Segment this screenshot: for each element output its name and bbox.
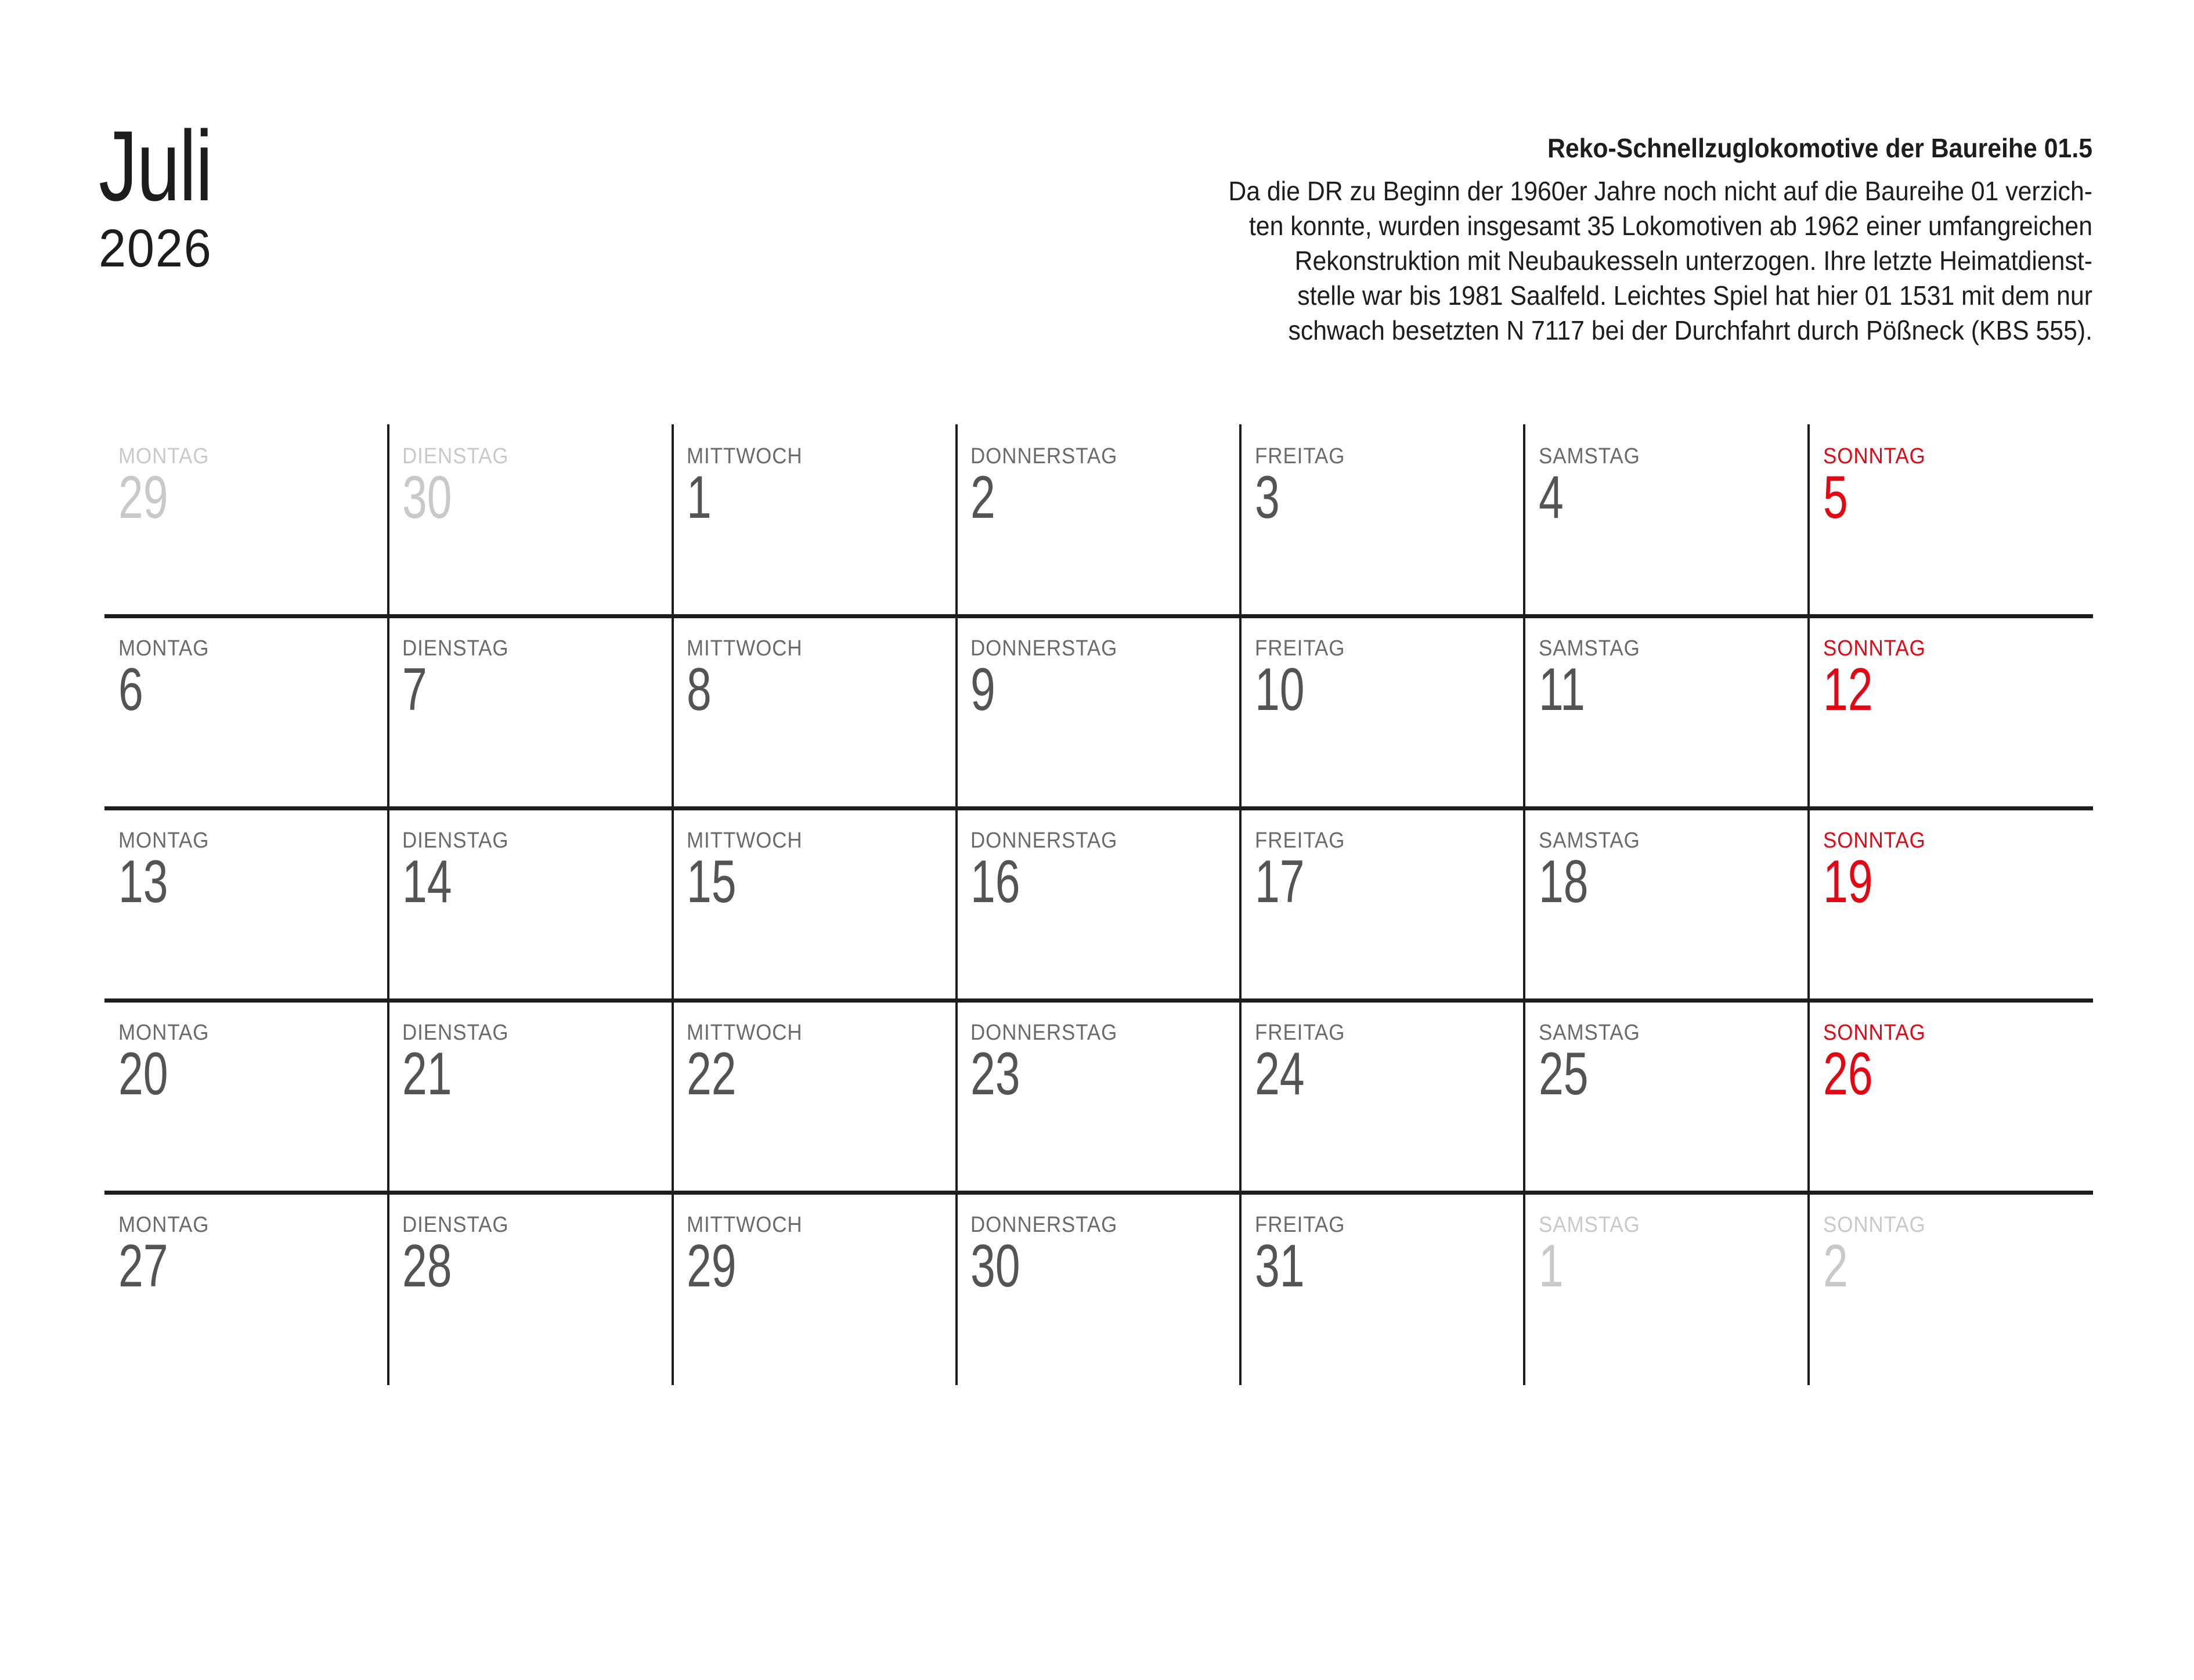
weekday-label: DONNERSTAG bbox=[970, 1021, 1118, 1045]
weekday-label: FREITAG bbox=[1254, 636, 1345, 661]
weekday-label: FREITAG bbox=[1254, 1213, 1345, 1237]
day-number: 27 bbox=[118, 1232, 168, 1300]
day-cell bbox=[673, 809, 957, 1001]
day-number: 19 bbox=[1823, 848, 1873, 915]
weekday-label: SONNTAG bbox=[1823, 444, 1926, 468]
day-number: 28 bbox=[402, 1232, 453, 1300]
weekday-label: FREITAG bbox=[1254, 1021, 1345, 1045]
weekday-label: MONTAG bbox=[118, 444, 210, 468]
day-number: 20 bbox=[118, 1040, 168, 1108]
weekday-label: SAMSTAG bbox=[1539, 636, 1640, 661]
year-title: 2026 bbox=[99, 219, 212, 278]
day-cell bbox=[1241, 809, 1525, 1001]
day-cell bbox=[957, 1193, 1240, 1385]
day-number: 11 bbox=[1539, 655, 1586, 723]
day-cell bbox=[104, 1193, 388, 1385]
weekday-label: MONTAG bbox=[118, 1021, 210, 1045]
day-cell bbox=[1809, 1001, 2093, 1193]
day-cell bbox=[1809, 809, 2093, 1001]
day-number: 5 bbox=[1823, 463, 1848, 531]
day-cell bbox=[1241, 617, 1525, 809]
day-cell bbox=[1241, 1193, 1525, 1385]
day-cell bbox=[673, 617, 957, 809]
weekday-label: DIENSTAG bbox=[402, 636, 509, 661]
month-title: Juli bbox=[99, 110, 212, 222]
day-cell bbox=[1809, 617, 2093, 809]
day-cell bbox=[104, 617, 388, 809]
day-cell bbox=[957, 1001, 1240, 1193]
day-number: 14 bbox=[402, 848, 453, 915]
weekday-label: DIENSTAG bbox=[402, 444, 509, 468]
page-title bbox=[99, 110, 244, 278]
day-cell bbox=[673, 1001, 957, 1193]
day-cell bbox=[673, 1193, 957, 1385]
day-number: 25 bbox=[1539, 1040, 1589, 1108]
day-number: 26 bbox=[1823, 1040, 1873, 1108]
weekday-label: SAMSTAG bbox=[1539, 828, 1640, 853]
caption-line: Da die DR zu Beginn der 1960er Jahre noch nicht auf die Baureihe 01 verzich- bbox=[1228, 176, 2092, 207]
weekday-label: DONNERSTAG bbox=[970, 636, 1118, 661]
day-cell bbox=[1525, 424, 1809, 617]
caption-line: stelle war bis 1981 Saalfeld. Leichtes Spiel hat hier 01 1531 mit dem nur bbox=[1297, 280, 2092, 311]
day-cell bbox=[1809, 1193, 2093, 1385]
day-cell bbox=[1809, 424, 2093, 617]
day-cell bbox=[673, 424, 957, 617]
weekday-label: DIENSTAG bbox=[402, 1213, 509, 1237]
day-cell bbox=[1525, 1193, 1809, 1385]
weekday-label: MONTAG bbox=[118, 828, 210, 853]
day-cell bbox=[388, 1001, 672, 1193]
weekday-label: DONNERSTAG bbox=[970, 828, 1118, 853]
weekday-label: FREITAG bbox=[1254, 444, 1345, 468]
day-number: 16 bbox=[970, 848, 1020, 915]
day-cell bbox=[388, 809, 672, 1001]
day-cell bbox=[957, 617, 1240, 809]
photo-caption bbox=[1040, 132, 2093, 348]
day-cell bbox=[388, 617, 672, 809]
weekday-label: DONNERSTAG bbox=[970, 1213, 1118, 1237]
weekday-label: DIENSTAG bbox=[402, 828, 509, 853]
caption-title: Reko-Schnellzuglokomotive der Baureihe 01.5 bbox=[1547, 133, 2092, 163]
day-number: 22 bbox=[686, 1040, 737, 1108]
weekday-label: SONNTAG bbox=[1823, 1021, 1926, 1045]
day-cell bbox=[957, 809, 1240, 1001]
day-cell bbox=[1241, 424, 1525, 617]
weekday-label: DIENSTAG bbox=[402, 1021, 509, 1045]
day-number: 4 bbox=[1539, 463, 1564, 531]
day-number: 6 bbox=[118, 655, 143, 723]
calendar-grid bbox=[104, 424, 2093, 1385]
day-number: 18 bbox=[1539, 848, 1589, 915]
day-number: 29 bbox=[686, 1232, 737, 1300]
day-cell bbox=[388, 424, 672, 617]
day-number: 7 bbox=[402, 655, 428, 723]
day-number: 24 bbox=[1254, 1040, 1305, 1108]
weekday-label: SONNTAG bbox=[1823, 828, 1926, 853]
day-cell bbox=[957, 424, 1240, 617]
weekday-label: SONNTAG bbox=[1823, 1213, 1926, 1237]
day-number: 10 bbox=[1254, 655, 1305, 723]
weekday-label: MITTWOCH bbox=[686, 1021, 803, 1045]
caption-line: ten konnte, wurden insgesamt 35 Lokomotiven ab 1962 einer umfangreichen bbox=[1248, 211, 2092, 241]
day-number: 23 bbox=[970, 1040, 1020, 1108]
day-number: 1 bbox=[1539, 1232, 1564, 1300]
day-cell bbox=[1525, 809, 1809, 1001]
weekday-label: MONTAG bbox=[118, 1213, 210, 1237]
day-number: 13 bbox=[118, 848, 168, 915]
weekday-label: MONTAG bbox=[118, 636, 210, 661]
day-number: 30 bbox=[402, 463, 453, 531]
day-number: 1 bbox=[686, 463, 712, 531]
caption-line: Rekonstruktion mit Neubaukesseln unterzogen. Ihre letzte Heimatdienst- bbox=[1294, 246, 2092, 276]
day-cell bbox=[388, 1193, 672, 1385]
day-number: 21 bbox=[402, 1040, 453, 1108]
weekday-label: DONNERSTAG bbox=[970, 444, 1118, 468]
weekday-label: SAMSTAG bbox=[1539, 1213, 1640, 1237]
weekday-label: MITTWOCH bbox=[686, 444, 803, 468]
day-number: 17 bbox=[1254, 848, 1305, 915]
day-number: 8 bbox=[686, 655, 712, 723]
day-number: 3 bbox=[1254, 463, 1280, 531]
caption-body bbox=[1040, 174, 2093, 348]
weekday-label: MITTWOCH bbox=[686, 828, 803, 853]
weekday-label: SONNTAG bbox=[1823, 636, 1926, 661]
day-number: 2 bbox=[1823, 1232, 1848, 1300]
day-cell bbox=[104, 1001, 388, 1193]
weekday-label: MITTWOCH bbox=[686, 636, 803, 661]
weekday-label: MITTWOCH bbox=[686, 1213, 803, 1237]
caption-line: schwach besetzten N 7117 bei der Durchfahrt durch Pößneck (KBS 555). bbox=[1288, 315, 2092, 346]
day-number: 12 bbox=[1823, 655, 1873, 723]
day-number: 9 bbox=[970, 655, 996, 723]
day-cell bbox=[104, 424, 388, 617]
day-number: 30 bbox=[970, 1232, 1020, 1300]
day-cell bbox=[1241, 1001, 1525, 1193]
day-number: 31 bbox=[1254, 1232, 1305, 1300]
day-number: 2 bbox=[970, 463, 996, 531]
day-number: 15 bbox=[686, 848, 737, 915]
day-cell bbox=[104, 809, 388, 1001]
calendar-cells bbox=[104, 424, 2093, 1385]
weekday-label: FREITAG bbox=[1254, 828, 1345, 853]
weekday-label: SAMSTAG bbox=[1539, 1021, 1640, 1045]
day-number: 29 bbox=[118, 463, 168, 531]
weekday-label: SAMSTAG bbox=[1539, 444, 1640, 468]
day-cell bbox=[1525, 617, 1809, 809]
day-cell bbox=[1525, 1001, 1809, 1193]
